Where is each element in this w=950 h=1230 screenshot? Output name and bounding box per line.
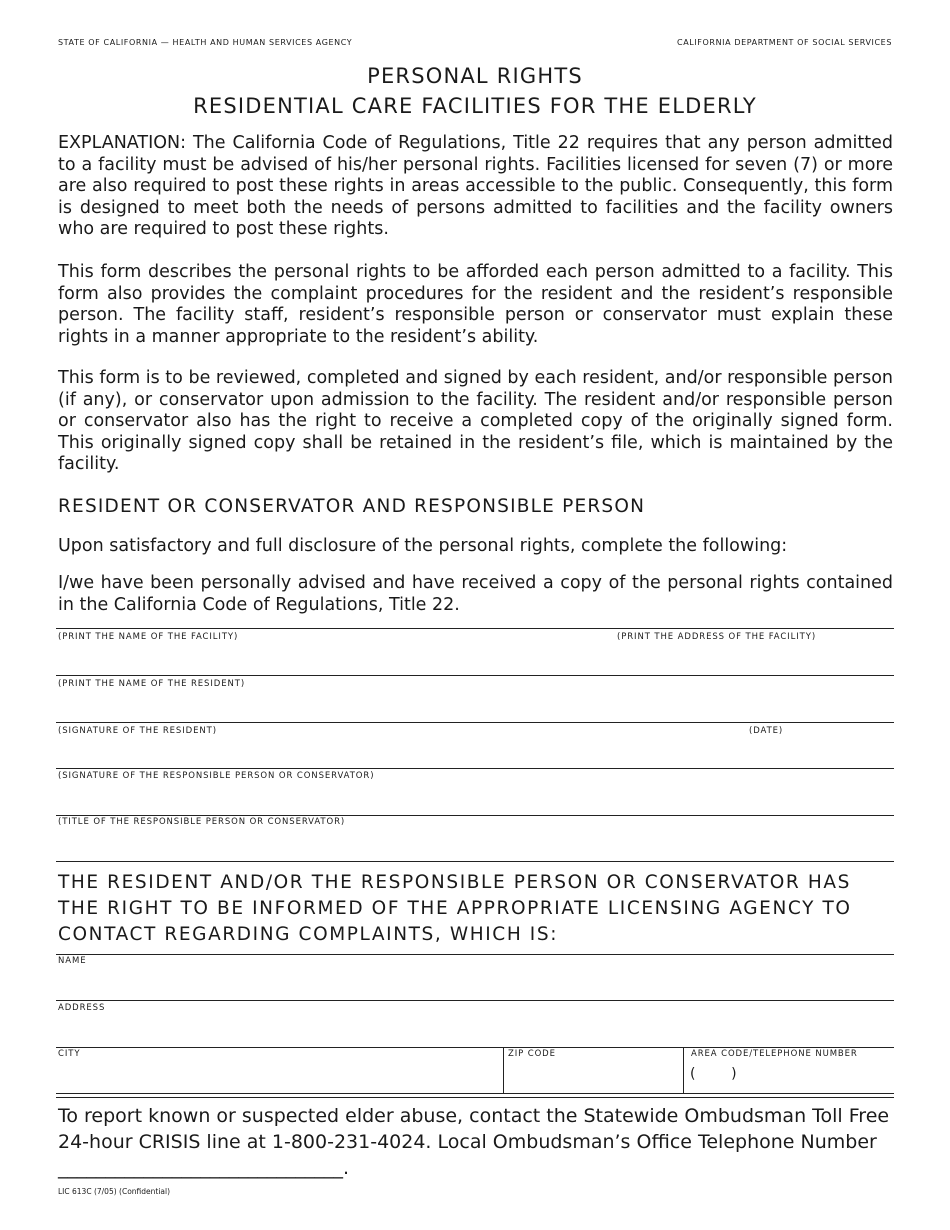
form-id: LIC 613C (7/05) (Confidential)	[58, 1187, 171, 1196]
page-subtitle: RESIDENTIAL CARE FACILITIES FOR THE ELDERLY	[193, 94, 757, 118]
field-rule	[56, 1097, 894, 1098]
area-code-parens: ( )	[690, 1066, 737, 1082]
responsible-signature-label: (SIGNATURE OF THE RESPONSIBLE PERSON OR CONSERVATOR)	[58, 771, 375, 781]
date-label: (DATE)	[749, 726, 784, 736]
agency-phone-label: AREA CODE/TELEPHONE NUMBER	[691, 1049, 858, 1059]
acknowledgement-statement: I/we have been personally advised and have received a copy of the personal rights contained in the California Code of Regulations, Title 22.	[58, 573, 893, 615]
explanation-paragraph: EXPLANATION: The California Code of Regulations, Title 22 requires that any person admitted to a facility must be advised of his/her personal rights. Facilities licensed for seven (7) or more are also required to post these rights in areas accessible to the public. Consequently, this form is designed to meet both the needs of persons admitted to facilities and the facility owners who are required to post these rights.	[58, 133, 893, 239]
section-heading: RESIDENT OR CONSERVATOR AND RESPONSIBLE PERSON	[58, 496, 646, 517]
facility-name-label: (PRINT THE NAME OF THE FACILITY)	[58, 632, 239, 642]
field-rule	[56, 1093, 894, 1094]
field-rule	[56, 861, 894, 862]
field-rule	[56, 1047, 894, 1048]
field-rule	[56, 768, 894, 769]
field-rule	[56, 815, 894, 816]
agency-zip-label: ZIP CODE	[508, 1049, 556, 1059]
field-rule	[56, 954, 894, 955]
licensing-agency-notice: THE RESIDENT AND/OR THE RESPONSIBLE PERSON OR CONSERVATOR HAS THE RIGHT TO BE INFORMED OF THE APPROPRIATE LICENSING AGENCY TO CONTACT REGARDING COMPLAINTS, WHICH IS:	[58, 872, 852, 945]
column-divider	[683, 1047, 684, 1093]
review-paragraph: This form is to be reviewed, completed and signed by each resident, and/or responsible person (if any), or conservator upon admission to the facility. The resident and/or responsible person or conservator also has the right to receive a completed copy of the originally signed form. This originally signed copy shall be retained in the resident’s file, which is maintained by the facility.	[58, 368, 893, 474]
agency-header: STATE OF CALIFORNIA — HEALTH AND HUMAN SERVICES AGENCY	[58, 38, 353, 47]
description-paragraph: This form describes the personal rights to be afforded each person admitted to a facility. This form also provides the complaint procedures for the resident and the resident’s responsible person. The facility staff, resident’s responsible person or conservator must explain these rights in a manner appropriate to the resident’s ability.	[58, 262, 893, 347]
field-rule	[56, 628, 894, 629]
agency-name-label: NAME	[58, 956, 87, 966]
resident-name-label: (PRINT THE NAME OF THE RESIDENT)	[58, 679, 246, 689]
field-rule	[56, 1000, 894, 1001]
agency-address-label: ADDRESS	[58, 1003, 106, 1013]
agency-city-label: CITY	[58, 1049, 81, 1059]
responsible-title-label: (TITLE OF THE RESPONSIBLE PERSON OR CONSERVATOR)	[58, 817, 346, 827]
department-header: CALIFORNIA DEPARTMENT OF SOCIAL SERVICES	[677, 38, 892, 47]
column-divider	[503, 1047, 504, 1093]
page-title: PERSONAL RIGHTS	[367, 64, 583, 88]
elder-abuse-notice: To report known or suspected elder abuse, contact the Statewide Ombudsman Toll Free 24-hour CRISIS line at 1-800-231-4024. Local Ombudsman’s Office Telephone Number ______________________________.	[58, 1105, 890, 1179]
resident-signature-label: (SIGNATURE OF THE RESIDENT)	[58, 726, 217, 736]
field-rule	[56, 675, 894, 676]
facility-address-label: (PRINT THE ADDRESS OF THE FACILITY)	[617, 632, 817, 642]
field-rule	[56, 722, 894, 723]
disclosure-instruction: Upon satisfactory and full disclosure of the personal rights, complete the following:	[58, 536, 788, 556]
